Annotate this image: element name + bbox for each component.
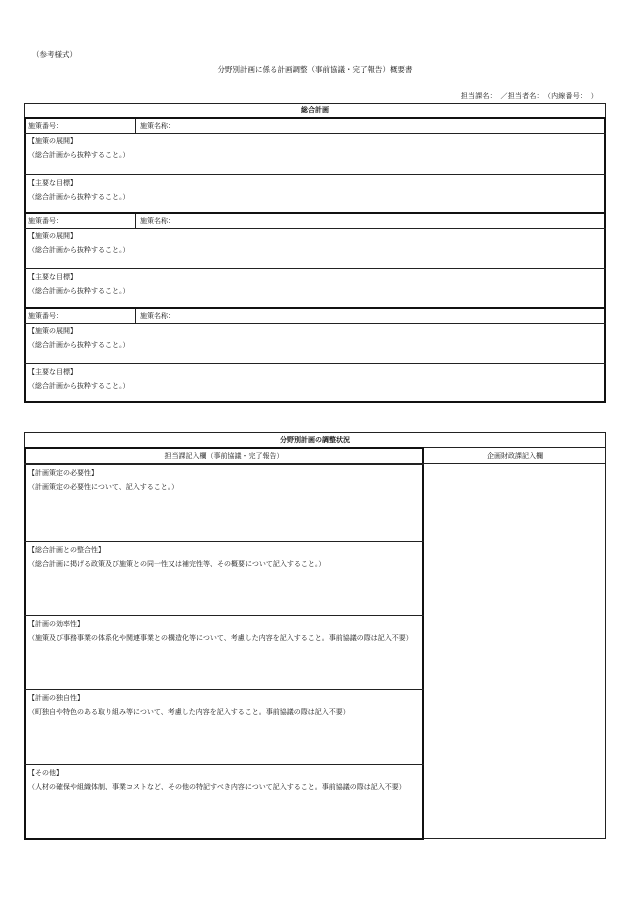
deployment-label: 【施策の展開】 xyxy=(28,327,77,335)
necessity-label: 【計画策定の必要性】 xyxy=(28,469,98,477)
efficiency-label: 【計画の効率性】 xyxy=(28,620,84,628)
contact-line: 担当課名： ／担当者名： （内線番号： ） xyxy=(460,92,598,100)
department-entry-header: 担当課記入欄（事前協議・完了報告） xyxy=(164,452,284,460)
measure-name-label: 施策名称： xyxy=(140,312,175,320)
deployment-note: （総合計画から抜粋すること。） xyxy=(28,151,130,159)
form-label: （参考様式） xyxy=(32,50,77,59)
goal-label: 【主要な目標】 xyxy=(28,273,77,281)
document-title: 分野別計画に係る計画調整（事前協議・完了報告）概要書 xyxy=(217,65,413,74)
goal-note: （総合計画から抜粋すること。） xyxy=(28,382,130,390)
planning-entry-header: 企画財政課記入欄 xyxy=(487,452,543,460)
deployment-note: （総合計画から抜粋すること。） xyxy=(28,341,130,349)
measure-name-label: 施策名称： xyxy=(140,217,175,225)
section2-title: 分野別計画の調整状況 xyxy=(280,436,350,444)
goal-note: （総合計画から抜粋すること。） xyxy=(28,193,130,201)
deployment-label: 【施策の展開】 xyxy=(28,232,77,240)
efficiency-note: （施策及び事務事業の体系化や関連事業との構造化等について、考慮した内容を記入すること。事前協議の際は記入不要） xyxy=(28,634,413,642)
other-label: 【その他】 xyxy=(28,769,63,777)
necessity-note: （計画策定の必要性について、記入すること。） xyxy=(28,483,179,491)
consistency-label: 【総合計画との整合性】 xyxy=(28,546,105,554)
measure-name-label: 施策名称： xyxy=(140,122,175,130)
deployment-label: 【施策の展開】 xyxy=(28,137,77,145)
goal-label: 【主要な目標】 xyxy=(28,179,77,187)
measure-number-label: 施策番号： xyxy=(28,122,63,130)
goal-note: （総合計画から抜粋すること。） xyxy=(28,287,130,295)
deployment-note: （総合計画から抜粋すること。） xyxy=(28,246,130,254)
section1-title: 総合計画 xyxy=(301,106,329,114)
measure-number-label: 施策番号： xyxy=(28,312,63,320)
consistency-note: （総合計画に掲げる政策及び施策との同一性又は補完性等、その概要について記入すること。） xyxy=(28,560,326,568)
originality-label: 【計画の独自性】 xyxy=(28,694,84,702)
measure-number-label: 施策番号： xyxy=(28,217,63,225)
originality-note: （町独自や特色のある取り組み等について、考慮した内容を記入すること。事前協議の際は記入不要） xyxy=(28,708,350,716)
goal-label: 【主要な目標】 xyxy=(28,368,77,376)
other-note: （人材の確保や組織体制、事業コストなど、その他の特記すべき内容について記入すること。事前協議の際は記入不要） xyxy=(28,783,406,791)
